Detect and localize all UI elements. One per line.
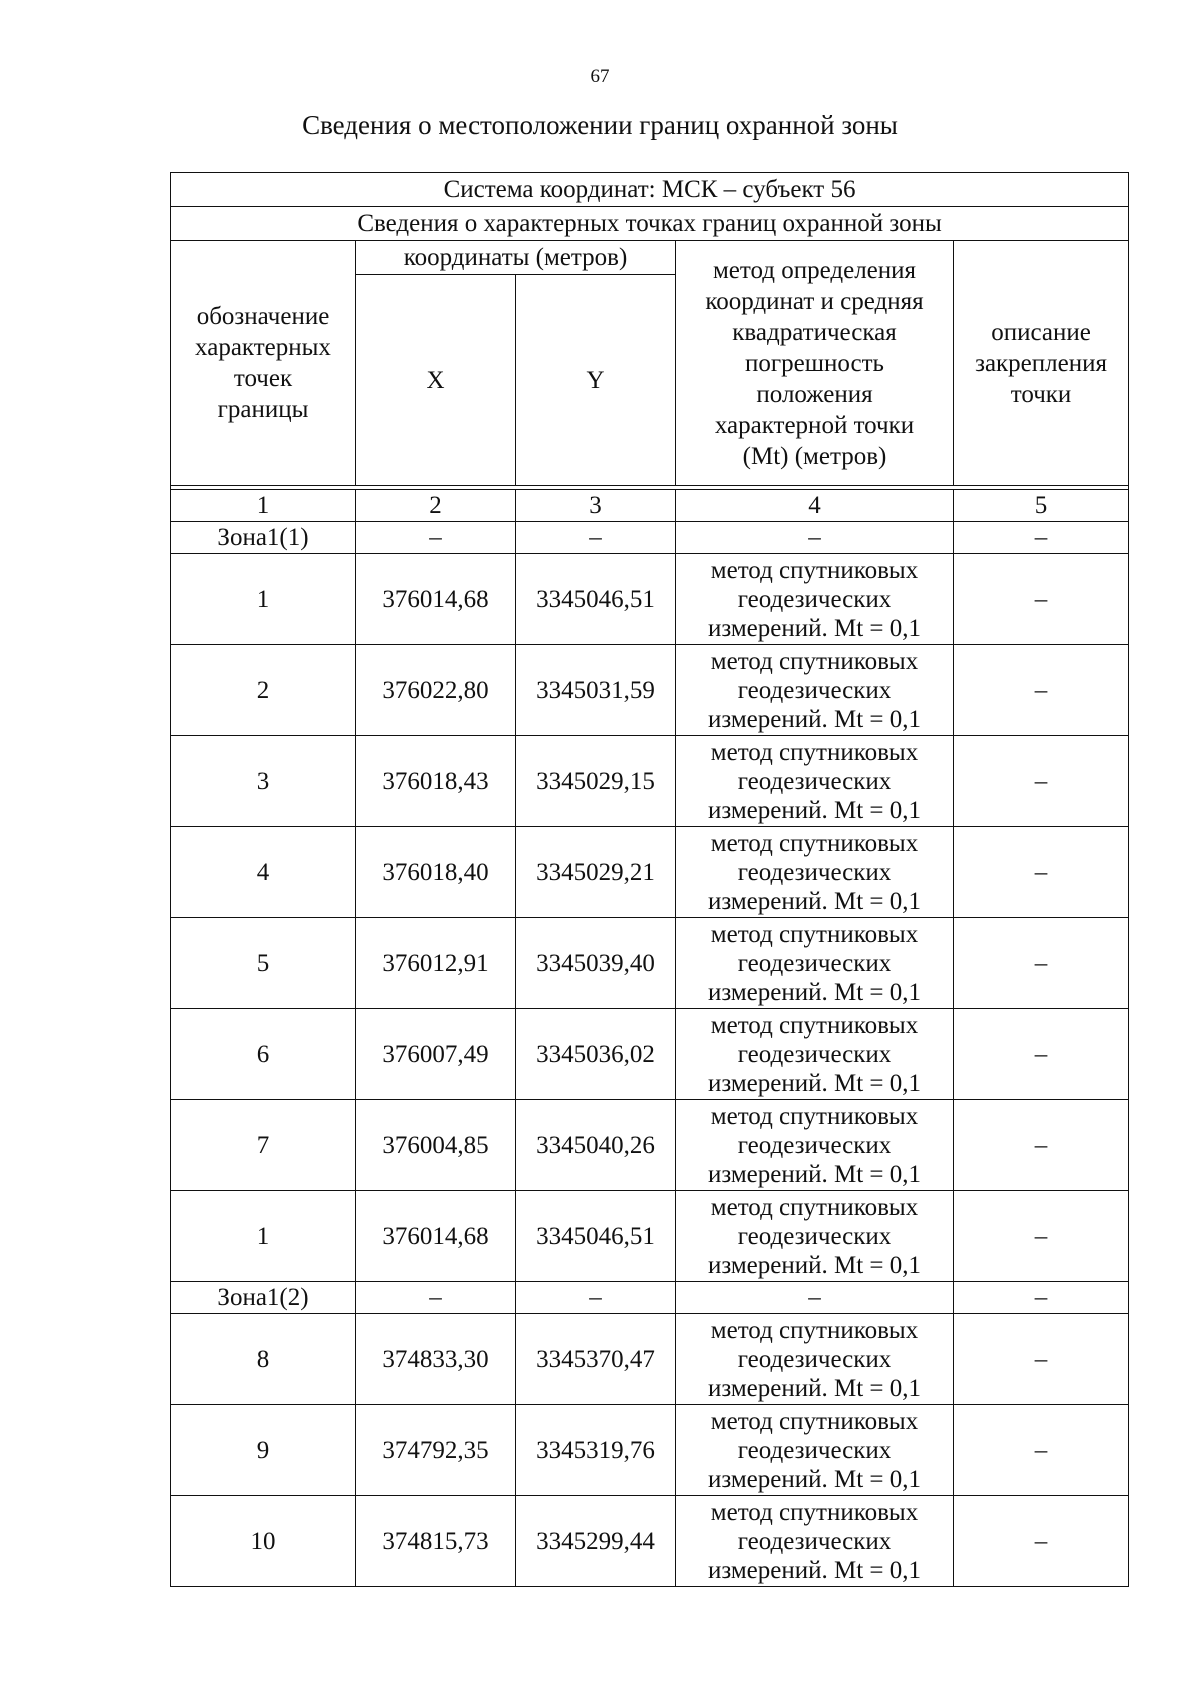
cell-method [676,1100,954,1191]
cell-description: – [954,1191,1129,1282]
col-header-method-line: метод определения [712,256,917,284]
col-header-x: X [356,275,516,486]
cell-method [676,554,954,645]
col-header-method-line: (Mt) (метров) [742,442,887,470]
table-row [171,1496,1129,1587]
cell-description: – [954,1405,1129,1496]
cell-method [676,736,954,827]
method-line: метод спутниковых [710,920,919,948]
coordinate-system-header: Система координат: МСК – субъект 56 [171,173,1129,207]
column-number: 5 [954,490,1129,522]
cell-point-number: 9 [171,1405,356,1496]
cell-x: 376007,49 [356,1009,516,1100]
method-line: метод спутниковых [710,1498,919,1526]
method-line: метод спутниковых [710,1316,919,1344]
cell-method [676,827,954,918]
col-header-point-line: точек [233,365,293,392]
col-header-method-line: характерной точки [714,411,915,439]
col-header-coords: координаты (метров) [356,241,676,275]
column-number: 3 [516,490,676,522]
cell-y: 3345036,02 [516,1009,676,1100]
method-line: геодезических [737,1436,892,1464]
cell-method [676,918,954,1009]
cell-point-number: 4 [171,827,356,918]
col-header-point [171,241,356,486]
table-row [171,736,1129,827]
cell-point-number: 2 [171,645,356,736]
method-line: геодезических [737,767,892,795]
boundary-points-table [170,172,1129,1587]
method-line: измерений. Mt = 0,1 [707,1160,922,1188]
cell-description: – [954,554,1129,645]
cell-description: – [954,1009,1129,1100]
col-header-description [954,241,1129,486]
cell-point-number: 1 [171,554,356,645]
method-line: метод спутниковых [710,829,919,857]
cell-x: 374833,30 [356,1314,516,1405]
table-row [171,1191,1129,1282]
cell-point-number: 1 [171,1191,356,1282]
table-row [171,645,1129,736]
method-line: геодезических [737,1222,892,1250]
cell-x: 376018,43 [356,736,516,827]
table-row [171,1314,1129,1405]
method-line: измерений. Mt = 0,1 [707,978,922,1006]
table-row [171,918,1129,1009]
cell-method [676,1496,954,1587]
col-header-point-line: границы [217,396,309,423]
cell-x: 374792,35 [356,1405,516,1496]
cell-point-number: 6 [171,1009,356,1100]
cell-x: 376014,68 [356,554,516,645]
cell-y: 3345031,59 [516,645,676,736]
column-number: 4 [676,490,954,522]
cell-description: – [954,645,1129,736]
method-line: измерений. Mt = 0,1 [707,887,922,915]
col-header-method-line: координат и средняя [705,287,924,315]
method-line: геодезических [737,1527,892,1555]
cell-y: 3345040,26 [516,1100,676,1191]
cell-method [676,1191,954,1282]
cell-method: – [676,1282,954,1314]
method-line: метод спутниковых [710,1011,919,1039]
method-line: геодезических [737,949,892,977]
table-row [171,827,1129,918]
table-row [171,1009,1129,1100]
cell-method: – [676,522,954,554]
cell-y: – [516,522,676,554]
col-header-method-line: погрешность [745,349,884,377]
method-line: измерений. Mt = 0,1 [707,1374,922,1402]
method-line: измерений. Mt = 0,1 [707,705,922,733]
cell-description: – [954,1100,1129,1191]
cell-point-number: 5 [171,918,356,1009]
col-header-point-line: обозначение [196,303,330,330]
cell-description: – [954,918,1129,1009]
method-line: геодезических [737,585,892,613]
method-line: геодезических [737,1040,892,1068]
method-line: метод спутниковых [710,738,919,766]
cell-description: – [954,1496,1129,1587]
cell-method [676,645,954,736]
cell-point-number: 10 [171,1496,356,1587]
cell-description: – [954,736,1129,827]
zone-row [171,522,1129,554]
section-header: Сведения о характерных точках границ охранной зоны [171,207,1129,241]
cell-y: 3345046,51 [516,554,676,645]
cell-x: 376004,85 [356,1100,516,1191]
cell-y: 3345029,21 [516,827,676,918]
cell-point-number: 7 [171,1100,356,1191]
cell-point-number: 8 [171,1314,356,1405]
cell-y: 3345046,51 [516,1191,676,1282]
method-line: метод спутниковых [710,647,919,675]
method-line: метод спутниковых [710,556,919,584]
cell-y: – [516,1282,676,1314]
table-row [171,1405,1129,1496]
method-line: метод спутниковых [710,1407,919,1435]
method-line: измерений. Mt = 0,1 [707,1556,922,1584]
cell-description: – [954,522,1129,554]
document-title: Сведения о местоположении границ охранной зоны [302,110,898,140]
col-header-method [676,241,954,486]
col-header-description-line: закрепления [975,349,1107,377]
page-number: 67 [590,66,610,87]
cell-x: 374815,73 [356,1496,516,1587]
method-line: измерений. Mt = 0,1 [707,1465,922,1493]
cell-method [676,1009,954,1100]
table-row [171,554,1129,645]
method-line: метод спутниковых [710,1193,919,1221]
method-line: метод спутниковых [710,1102,919,1130]
column-number: 2 [356,490,516,522]
cell-description: – [954,1314,1129,1405]
table-row [171,1100,1129,1191]
col-header-method-line: положения [756,380,873,408]
col-header-description-line: описание [991,318,1091,346]
col-header-method-line: квадратическая [732,318,897,346]
method-line: измерений. Mt = 0,1 [707,614,922,642]
method-line: измерений. Mt = 0,1 [707,1251,922,1279]
cell-x: 376018,40 [356,827,516,918]
cell-x: 376022,80 [356,645,516,736]
method-line: геодезических [737,676,892,704]
method-line: измерений. Mt = 0,1 [707,1069,922,1097]
cell-x: 376012,91 [356,918,516,1009]
method-line: геодезических [737,858,892,886]
method-line: измерений. Mt = 0,1 [707,796,922,824]
method-line: геодезических [737,1345,892,1373]
zone-row [171,1282,1129,1314]
zone-label: Зона1(1) [171,522,356,554]
cell-description: – [954,1282,1129,1314]
column-number: 1 [171,490,356,522]
cell-description: – [954,827,1129,918]
cell-y: 3345299,44 [516,1496,676,1587]
cell-x: 376014,68 [356,1191,516,1282]
cell-x: – [356,522,516,554]
cell-method [676,1314,954,1405]
cell-method [676,1405,954,1496]
method-line: геодезических [737,1131,892,1159]
cell-y: 3345370,47 [516,1314,676,1405]
col-header-description-line: точки [1010,380,1072,408]
cell-x: – [356,1282,516,1314]
zone-label: Зона1(2) [171,1282,356,1314]
cell-y: 3345319,76 [516,1405,676,1496]
cell-y: 3345039,40 [516,918,676,1009]
col-header-y: Y [516,275,676,486]
col-header-point-line: характерных [195,334,331,361]
cell-y: 3345029,15 [516,736,676,827]
cell-point-number: 3 [171,736,356,827]
